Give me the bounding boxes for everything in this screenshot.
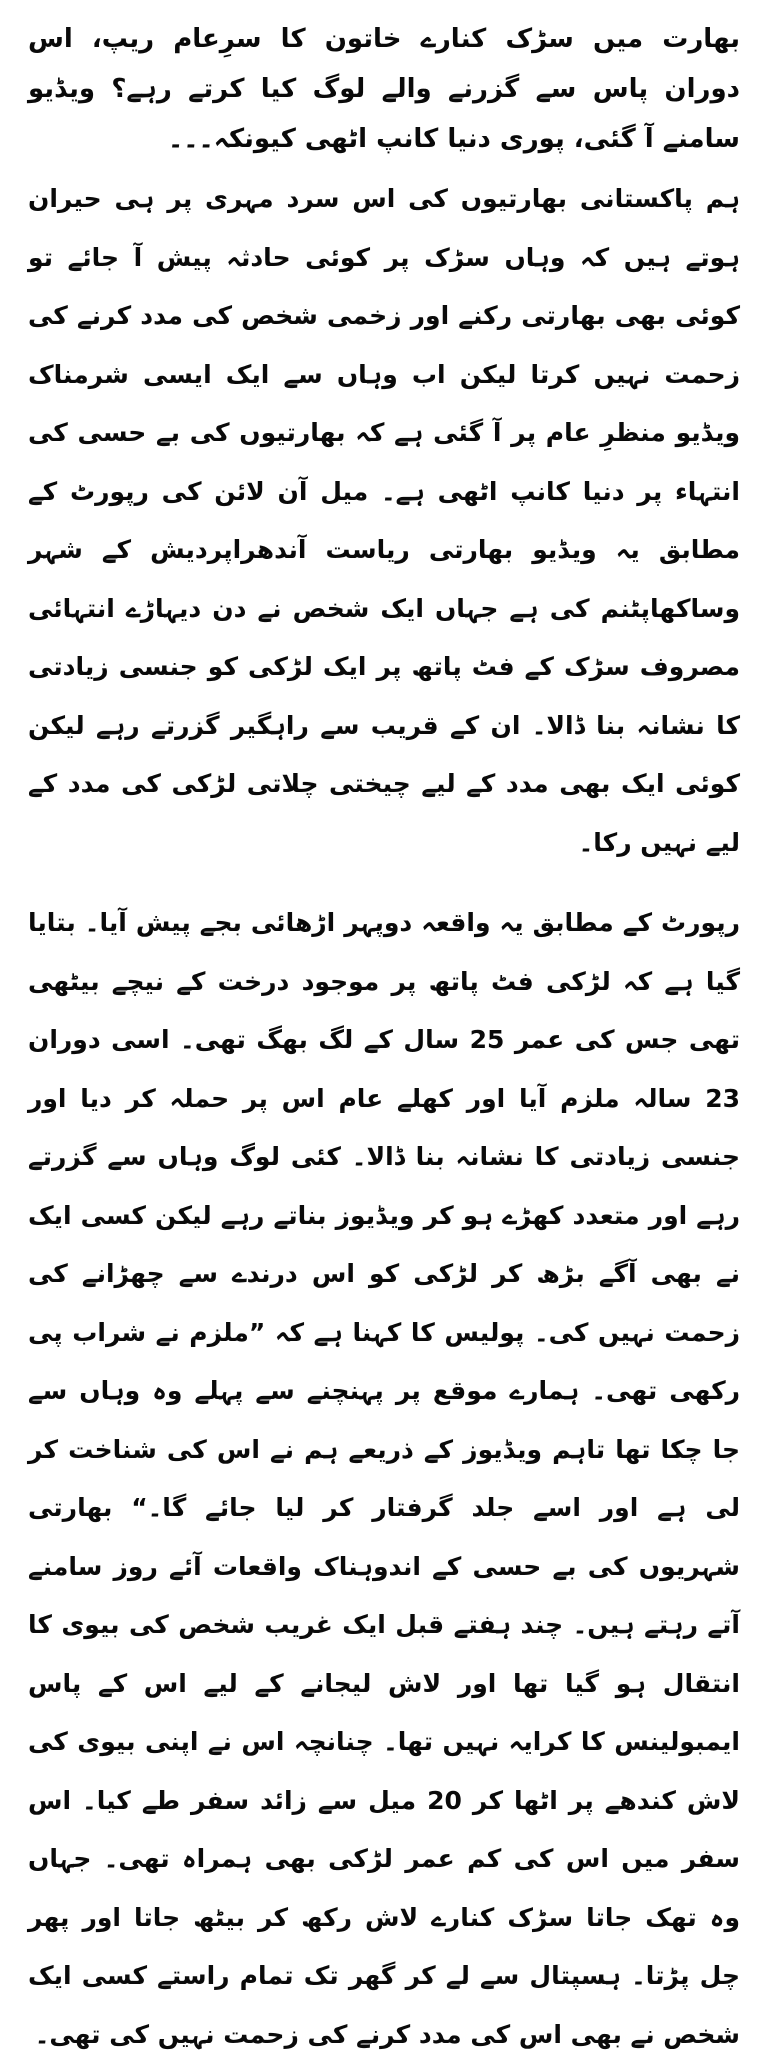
paragraph-spacer bbox=[28, 872, 740, 894]
article-headline: بھارت میں سڑک کنارے خاتون کا سرِعام ریپ، اس دوران پاس سے گزرنے والے لوگ کیا کرتے رہے؟ ویڈیو سامنے آ گئی، پوری دنیا کانپ اٹھی کیونکہ۔۔۔ bbox=[28, 24, 740, 154]
article-paragraph-1: ہم پاکستانی بھارتیوں کی اس سرد مہری پر ہی حیران ہوتے ہیں کہ وہاں سڑک پر کوئی حادثہ پیش آ جائے تو کوئی بھی بھارتی رکنے اور زخمی شخص کی مدد کرنے کی زحمت نہیں کرتا لیکن اب وہاں سے ایک ایسی شرمناک ویڈیو منظرِ عام پر آ گئی ہے کہ بھارتیوں کی بے حسی کی انتہاء پر دنیا کانپ اٹھی ہے۔ میل آن لائن کی رپورٹ کے مطابق یہ ویڈیو بھارتی ریاست آندھراپردیش کے شہر وساکھاپٹنم کی ہے جہاں ایک شخص نے دن دیہاڑے انتہائی مصروف سڑک کے فٹ پاتھ پر ایک لڑکی کو جنسی زیادتی کا نشانہ بنا ڈالا۔ ان کے قریب سے راہگیر گزرتے رہے لیکن کوئی ایک بھی مدد کے لیے چیختی چلاتی لڑکی کی مدد کے لیے نہیں رکا۔ bbox=[28, 184, 740, 857]
article-paragraph-2: رپورٹ کے مطابق یہ واقعہ دوپہر اڑھائی بجے پیش آیا۔ بتایا گیا ہے کہ لڑکی فٹ پاتھ پر موجود درخت کے نیچے بیٹھی تھی جس کی عمر 25 سال کے لگ بھگ تھی۔ اسی دوران 23 سالہ ملزم آیا اور کھلے عام اس پر حملہ کر دیا اور جنسی زیادتی کا نشانہ بنا ڈالا۔ کئی لوگ وہاں سے گزرتے رہے اور متعدد کھڑے ہو کر ویڈیوز بناتے رہے لیکن کسی ایک نے بھی آگے بڑھ کر لڑکی کو اس درندے سے چھڑانے کی زحمت نہیں کی۔ پولیس کا کہنا ہے کہ ”ملزم نے شراب پی رکھی تھی۔ ہمارے موقع پر پہنچنے سے پہلے وہ وہاں سے جا چکا تھا تاہم ویڈیوز کے ذریعے ہم نے اس کی شناخت کر لی ہے اور اسے جلد گرفتار کر لیا جائے گا۔“ بھارتی شہریوں کی بے حسی کے اندوہناک واقعات آئے روز سامنے آتے رہتے ہیں۔ چند ہفتے قبل ایک غریب شخص کی بیوی کا انتقال ہو گیا تھا اور لاش لیجانے کے لیے اس کے پاس ایمبولینس کا کرایہ نہیں تھا۔ چنانچہ اس نے اپنی بیوی کی لاش کندھے پر اٹھا کر 20 میل سے زائد سفر طے کیا۔ اس سفر میں اس کی کم عمر لڑکی بھی ہمراہ تھی۔ جہاں وہ تھک جاتا سڑک کنارے لاش رکھ کر بیٹھ جاتا اور پھر چل پڑتا۔ ہسپتال سے لے کر گھر تک تمام راستے کسی ایک شخص نے بھی اس کی مدد کرنے کی زحمت نہیں کی تھی۔ bbox=[28, 908, 740, 2049]
